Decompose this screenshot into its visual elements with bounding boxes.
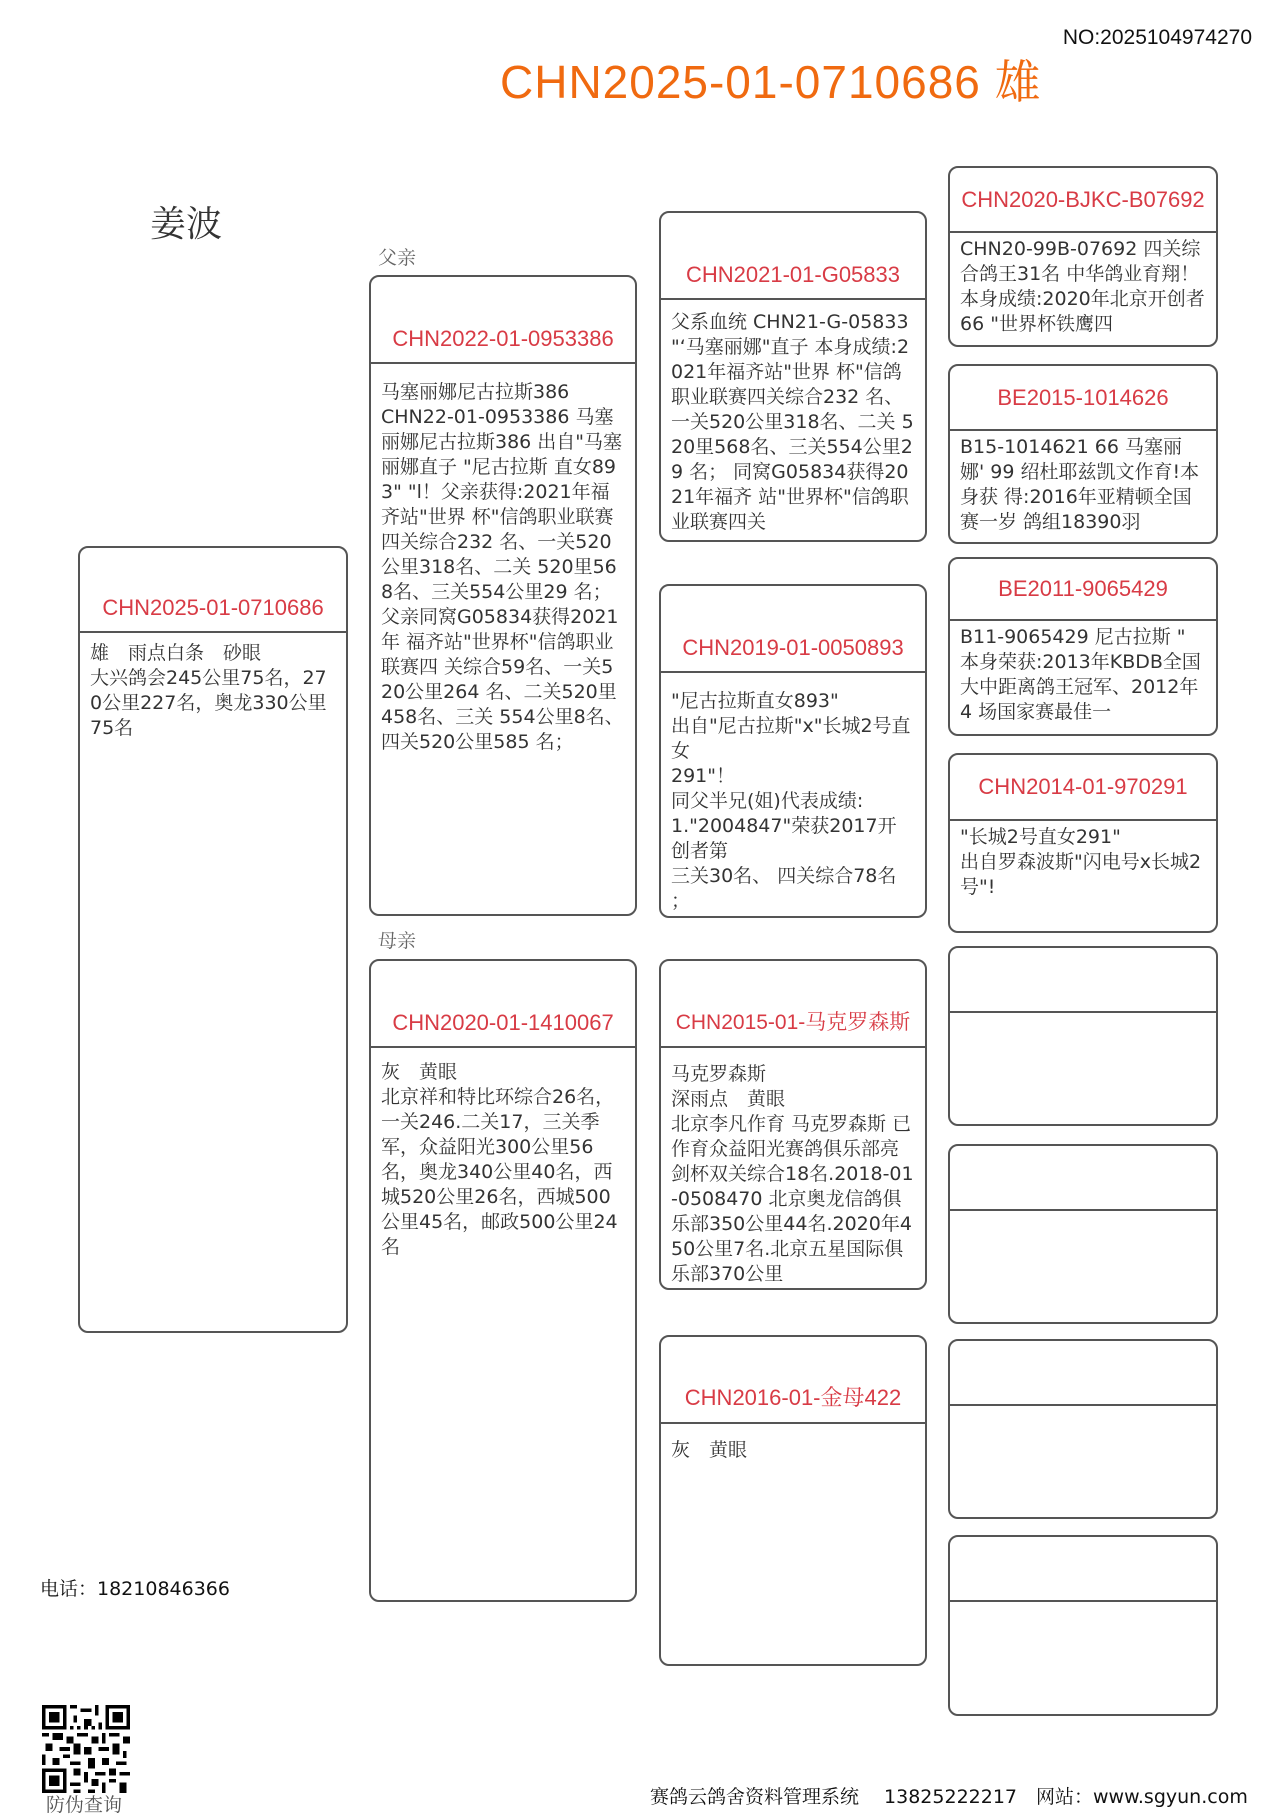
- great-grandparent-card-empty: [948, 1535, 1218, 1716]
- great-grandparent-notes: [950, 1406, 1216, 1410]
- dam-card: [369, 959, 637, 1602]
- great-grandparent-ring-number: CHN2020-BJKC-B07692: [950, 168, 1216, 233]
- grandparent-notes: 马克罗森斯 深雨点 黄眼 北京李凡作育 马克罗森斯 已作育众益阳光赛鸽俱乐部亮剑杯双关综合18名.2018-01-0508470 北京奥龙信鸽俱乐部350公里44名.2020年450公里7名.北京五星国际俱乐部370公里: [671, 1063, 914, 1285]
- great-grandparent-card: [948, 364, 1218, 544]
- great-grandparent-notes: B15-1014621 66 马塞丽娜' 99 绍杜耶兹凯文作育!本身获 得:2016年亚精顿全国赛一岁 鸽组18390羽: [960, 436, 1200, 533]
- qr-code-icon[interactable]: [42, 1705, 130, 1793]
- grandparent-notes: 父系血统 CHN21-G-05833 "‘马塞丽娜"直子 本身成绩:2021年福齐站"世界 杯"信鸽职业联赛四关综合232 名、一关520公里318名、二关 520里568名、三关554公里29 名； 同窝G05834获得2021年福齐 站"世界杯"信鸽职业联赛四关: [671, 311, 915, 533]
- great-grandparent-card-empty: [948, 1339, 1218, 1519]
- great-grandparent-ring-number: [950, 1537, 1216, 1602]
- sire-card: [369, 275, 637, 916]
- great-grandparent-ring-number: [950, 1341, 1216, 1406]
- grandparent-card: [659, 584, 927, 918]
- sire-notes: 马塞丽娜尼古拉斯386 CHN22-01-0953386 马塞丽娜尼古拉斯386 出自"马塞丽娜直子 "尼古拉斯 直女893" "l！父亲获得:2021年福齐站"世界 杯"信鸽职业联赛四关综合232 名、一关520公里318名、二关 520里568名、三关554公里29 名； 父亲同窝G05834获得2021年 福齐站"世界杯"信鸽职业联赛四 关综合59名、一关520公里264 名、二关520里458名、三关 554公里8名、四关520公里585 名；: [381, 381, 624, 753]
- certificate-number: NO:2025104974270: [1062, 26, 1252, 49]
- dam-ring-number: CHN2020-01-1410067: [371, 961, 635, 1048]
- great-grandparent-ring-number: BE2011-9065429: [950, 559, 1216, 621]
- great-grandparent-ring-number: BE2015-1014626: [950, 366, 1216, 431]
- great-grandparent-ring-number: [950, 948, 1216, 1013]
- great-grandparent-notes: [950, 1013, 1216, 1017]
- grandparent-card: [659, 1335, 927, 1666]
- great-grandparent-ring-number: CHN2014-01-970291: [950, 755, 1216, 821]
- grandparent-ring-number: CHN2016-01-金母422: [661, 1337, 925, 1424]
- grandparent-ring-number: CHN2021-01-G05833: [661, 213, 925, 300]
- footer-system-info: 赛鸽云鸽舍资料管理系统 13825222217 网站：www.sgyun.com: [650, 1786, 1248, 1808]
- grandparent-ring-number: CHN2019-01-0050893: [661, 586, 925, 673]
- great-grandparent-card: [948, 166, 1218, 347]
- owner-phone: 电话：18210846366: [40, 1578, 230, 1600]
- grandparent-card: [659, 211, 927, 542]
- dam-label: 母亲: [378, 930, 417, 952]
- pedigree-title: CHN2025-01-0710686 雄: [500, 56, 1042, 108]
- great-grandparent-ring-number: [950, 1146, 1216, 1211]
- great-grandparent-notes: [950, 1602, 1216, 1606]
- grandparent-ring-number: CHN2015-01-马克罗森斯: [661, 961, 925, 1048]
- grandparent-notes: "尼古拉斯直女893" 出自"尼古拉斯"x"长城2号直女 291"！ 同父半兄(姐)代表成绩: 1."2004847"荣获2017开创者第 三关30名、 四关综合78名 ；: [671, 690, 911, 912]
- great-grandparent-card: [948, 753, 1218, 933]
- great-grandparent-notes: CHN20-99B-07692 四关综合鸽王31名 中华鸽业育翔！本身成绩:2020年北京开创者 66 "世界杯铁鹰四: [960, 238, 1211, 335]
- great-grandparent-card: [948, 557, 1218, 736]
- subject-ring-number: CHN2025-01-0710686: [80, 548, 346, 633]
- owner-name: 姜波: [150, 204, 223, 245]
- great-grandparent-notes: B11-9065429 尼古拉斯 " 本身荣获:2013年KBDB全国 大中距离鸽王冠军、2012年4 场国家赛最佳一: [960, 626, 1207, 723]
- sire-ring-number: CHN2022-01-0953386: [371, 277, 635, 364]
- grandparent-notes: 灰 黄眼: [671, 1439, 748, 1461]
- sire-label: 父亲: [378, 247, 417, 269]
- great-grandparent-card-empty: [948, 1144, 1218, 1324]
- great-grandparent-notes: "长城2号直女291" 出自罗森波斯"闪电号x长城2 号"!: [960, 826, 1202, 898]
- subject-notes: 雄 雨点白条 砂眼 大兴鸽会245公里75名，270公里227名，奥龙330公里75名: [90, 642, 327, 739]
- great-grandparent-card-empty: [948, 946, 1218, 1126]
- qr-caption: 防伪查询: [46, 1794, 123, 1816]
- great-grandparent-notes: [950, 1211, 1216, 1215]
- dam-notes: 灰 黄眼 北京祥和特比环综合26名，一关246.二关17，三关季军，众益阳光300公里56名，奥龙340公里40名，西城520公里26名，西城500公里45名，邮政500公里24名: [381, 1061, 618, 1258]
- subject-card: [78, 546, 348, 1333]
- grandparent-card: [659, 959, 927, 1290]
